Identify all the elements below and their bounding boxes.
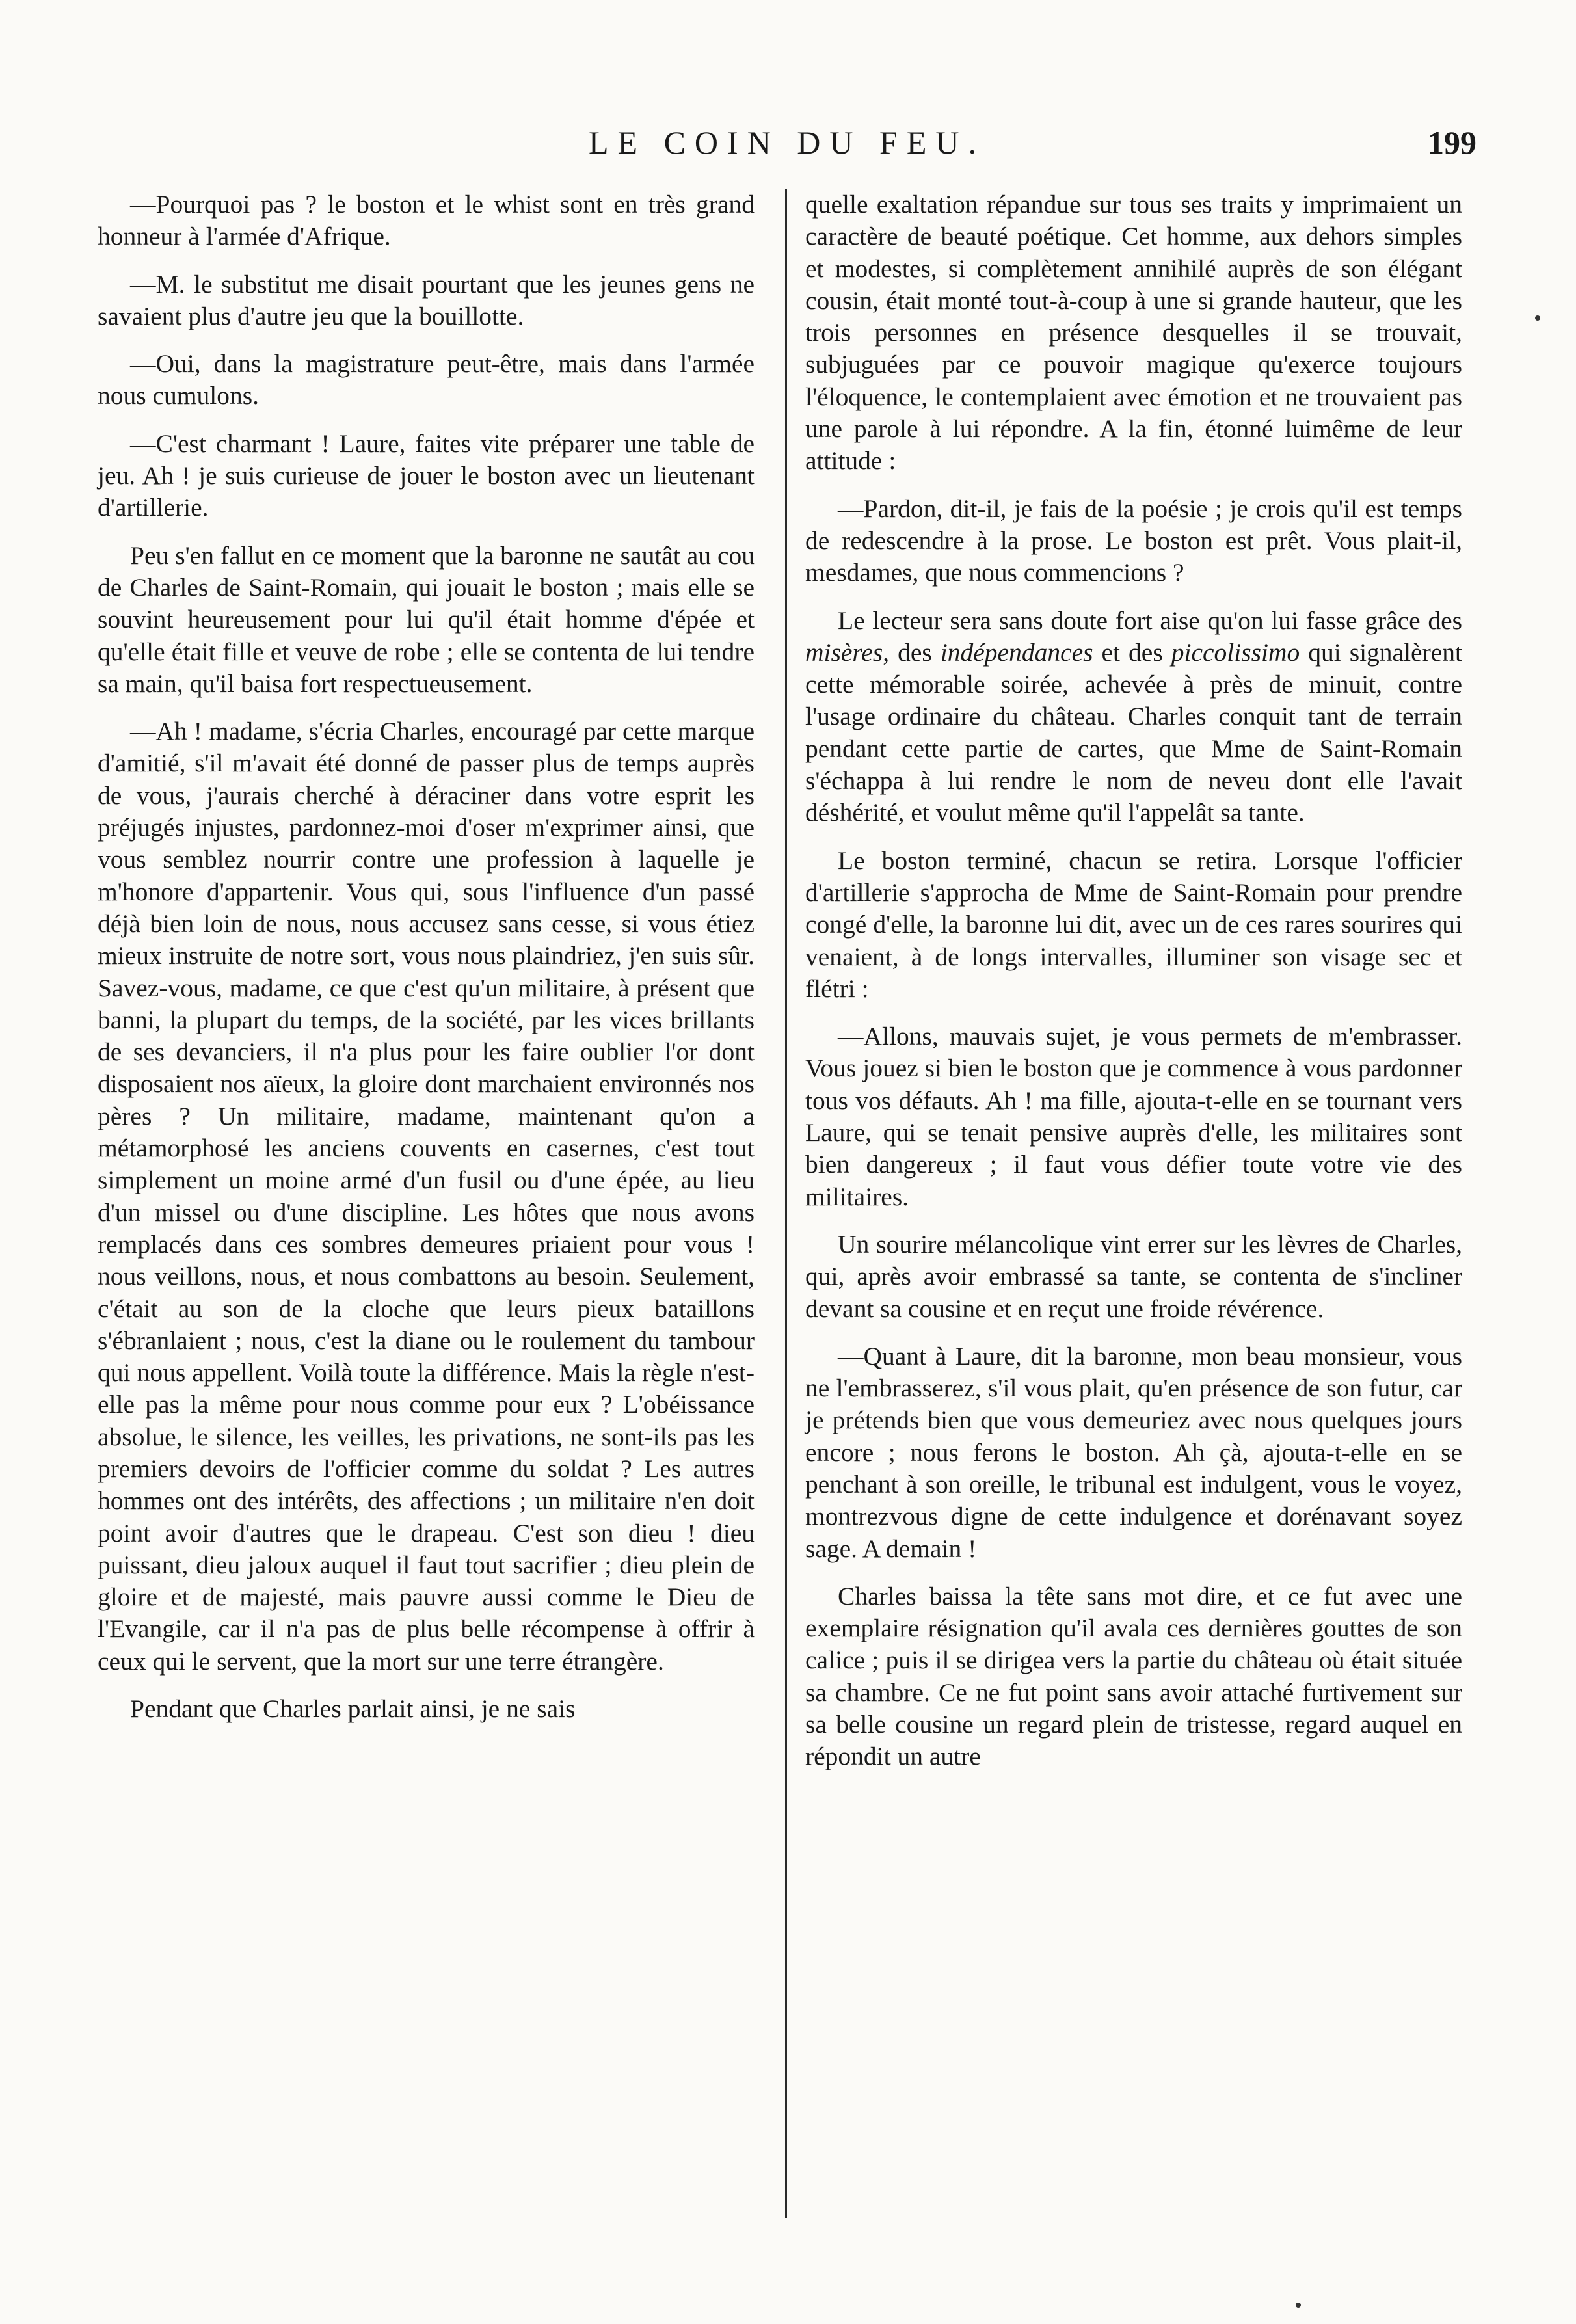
running-title: LE COIN DU FEU.: [589, 124, 985, 161]
paragraph: —Pourquoi pas ? le boston et le whist sont en très grand honneur à l'armée d'Afrique.: [98, 190, 755, 251]
paragraph: —Allons, mauvais sujet, je vous permets de m'embrasser. Vous jouez si bien le boston que je commence à vous pardonner tous vos défauts. Ah ! ma fille, ajouta-t-elle en se tournant vers Laure, qui se tenait pensive auprès d'elle, les militaires sont bien dangereux ; il faut vous défier toute votre vie des militaires.: [805, 1022, 1462, 1211]
paragraph-continuation: quelle exaltation répandue sur tous ses traits y imprimaient un caractère de beauté poétique. Cet homme, aux dehors simples et modestes, si complètement annihilé auprès de son élégant cousin, était monté tout-à-coup à une si grande hauteur, que les trois personnes en présence desquelles il se trouvait, subjuguées par ce pouvoir magique qu'exerce toujours l'éloquence, le contemplaient avec émotion et ne trouvaient pas une parole à lui répondre. A la fin, étonné luimême de leur attitude :: [805, 190, 1462, 475]
text-run: et des: [1093, 637, 1171, 667]
paragraph: Peu s'en fallut en ce moment que la baronne ne sautât au cou de Charles de Saint-Romain, qui jouait le boston ; mais elle se souvint heureusement pour lui qu'il était homme d'épée et qu'elle était fille et veuve de robe ; elle se contenta de lui tendre sa main, qu'il baisa fort respectueusement.: [98, 541, 755, 698]
paragraph: —Oui, dans la magistrature peut-être, mais dans l'armée nous cumulons.: [98, 349, 755, 410]
page-number: 199: [1428, 124, 1476, 161]
italic-term: piccolissimo: [1171, 637, 1300, 667]
paragraph: —Quant à Laure, dit la baronne, mon beau monsieur, vous ne l'embrasserez, s'il vous plait, qu'en présence de son futur, car je prétends bien que vous demeuriez avec nous quelques jours encore ; nous ferons le boston. Ah çà, ajouta-t-elle en se penchant à son oreille, le tribunal est indulgent, vous le voyez, montrezvous digne de cette indulgence et dorénavant soyez sage. A demain !: [805, 1341, 1462, 1563]
left-column: [98, 189, 755, 1725]
column-divider: [785, 189, 787, 2218]
paragraph: Un sourire mélancolique vint errer sur les lèvres de Charles, qui, après avoir embrassé sa tante, se contenta de s'incliner devant sa cousine et en reçut une froide révérence.: [805, 1229, 1462, 1323]
text-run: Le lecteur sera sans doute fort aise qu'on lui fasse grâce des: [838, 606, 1462, 635]
page-header: [78, 124, 1496, 169]
paragraph: —C'est charmant ! Laure, faites vite préparer une table de jeu. Ah ! je suis curieuse de jouer le boston avec un lieutenant d'artillerie.: [98, 429, 755, 522]
italic-term: indépendances: [940, 637, 1093, 667]
paragraph: —M. le substitut me disait pourtant que les jeunes gens ne savaient plus d'autre jeu que la bouillotte.: [98, 269, 755, 330]
paragraph: Charles baissa la tête sans mot dire, et ce fut avec une exemplaire résignation qu'il avala ces dernières gouttes de son calice ; puis il se dirigea vers la partie du château où était située sa chambre. Ce ne fut point sans avoir attaché furtivement sur sa belle cousine un regard plein de tristesse, regard auquel en répondit un autre: [805, 1581, 1462, 1771]
paragraph: Le boston terminé, chacun se retira. Lorsque l'officier d'artillerie s'approcha de Mme de Saint-Romain pour prendre congé d'elle, la baronne lui dit, avec un de ces rares sourires qui venaient, à de longs intervalles, illuminer son visage sec et flétri :: [805, 846, 1462, 1003]
right-column: [805, 189, 1462, 1773]
speck-mark: [1535, 315, 1540, 321]
text-run: qui signalèrent cette mémorable soirée, achevée à près de minuit, contre l'usage ordinaire du château. Charles conquit tant de terrain pendant cette partie de cartes, que Mme de Saint-Romain s'échappa à lui rendre le nom de neveu dont elle l'avait déshérité, et voulut même qu'il l'appelât sa tante.: [805, 637, 1462, 827]
paragraph: Pendant que Charles parlait ainsi, je ne sais: [130, 1694, 576, 1724]
speck-mark: [1296, 2303, 1301, 2308]
paragraph: —Pardon, dit-il, je fais de la poésie ; je crois qu'il est temps de redescendre à la prose. Le boston est prêt. Vous plait-il, mesdames, que nous commencions ?: [805, 494, 1462, 587]
italic-term: misères: [805, 637, 883, 667]
text-run: , des: [883, 637, 941, 667]
paragraph: [805, 605, 1462, 829]
paragraph: —Ah ! madame, s'écria Charles, encouragé par cette marque d'amitié, s'il m'avait été donné de passer plus de temps auprès de vous, j'aurais cherché à déraciner dans votre esprit les préjugés injustes, pardonnez-moi d'oser m'exprimer ainsi, que vous semblez nourrir contre une profession à laquelle je m'honore d'appartenir. Vous qui, sous l'influence d'un passé déjà bien loin de nous, nous accusez sans cesse, si vous étiez mieux instruite de notre sort, vous nous plaindriez, j'en suis sûr. Savez-vous, madame, ce que c'est qu'un militaire, à présent que banni, la plupart du temps, de la société, par les vices brillants de ses devanciers, il n'a plus pour les faire oublier l'or dont disposaient nos aïeux, la gloire dont marchaient environnés nos pères ? Un militaire, madame, maintenant qu'on a métamorphosé les anciens couvents en casernes, c'est tout simplement un moine armé d'un fusil ou d'une épée, au lieu d'un missel ou d'une discipline. Les hôtes que nous avons remplacés dans ces sombres demeures priaient pour vous ! nous veillons, nous, et nous combattons au besoin. Seulement, c'était au son de la cloche que leurs pieux bataillons s'ébranlaient ; nous, c'est la diane ou le roulement du tambour qui nous appellent. Voilà toute la différence. Mais la règle n'est-elle pas la même pour nous comme pour eux ? L'obéissance absolue, le silence, les veilles, les privations, ne sont-ils pas les premiers devoirs de l'officier comme du soldat ? Les autres hommes ont des intérêts, des affections ; un militaire n'en doit point avoir d'autres que le drapeau. C'est son dieu ! dieu puissant, dieu jaloux auquel il faut tout sacrifier ; dieu plein de gloire et de majesté, mais pauvre aussi comme le Dieu de l'Evangile, car il n'a pas de plus belle récompense à offrir à ceux qui le servent, que la mort sur une terre étrangère.: [98, 717, 755, 1676]
